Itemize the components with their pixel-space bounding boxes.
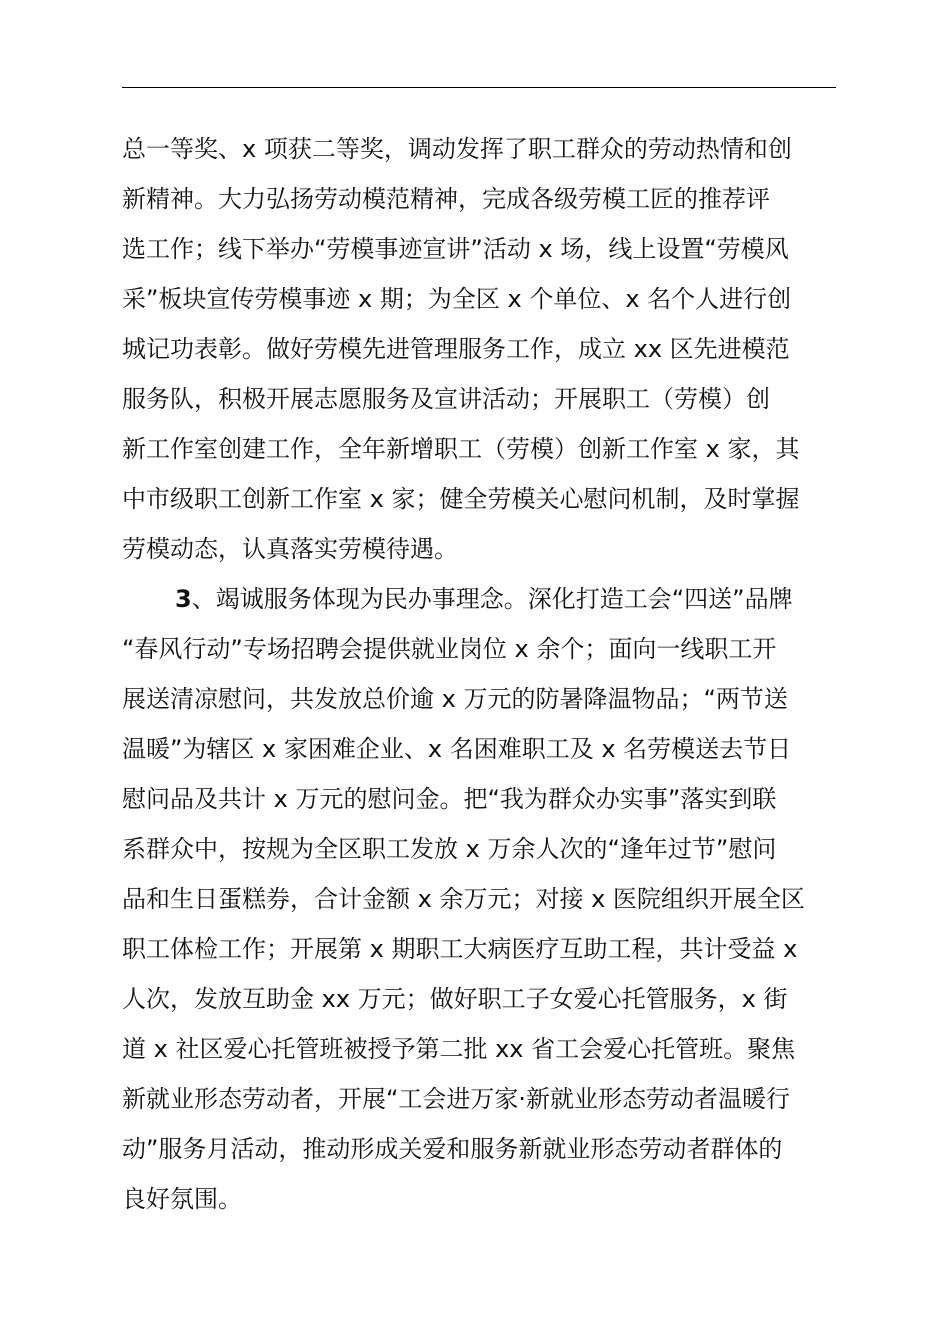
paragraph-line: 服务队，积极开展志愿服务及宣讲活动；开展职工（劳模）创 <box>122 385 770 413</box>
paragraph-line: “春风行动”专场招聘会提供就业岗位 x 余个；面向一线职工开 <box>122 635 777 663</box>
paragraph-first-line <box>122 574 836 624</box>
paragraph-2 <box>122 574 836 1224</box>
paragraph-line: 职工体检工作；开展第 x 期职工大病医疗互助工程，共计受益 x <box>122 935 798 963</box>
paragraph-line: 温暖”为辖区 x 家困难企业、x 名困难职工及 x 名劳模送去节日 <box>122 735 792 763</box>
paragraph-line: 中市级职工创新工作室 x 家；健全劳模关心慰问机制，及时掌握 <box>122 485 800 513</box>
paragraph-line: 新精神。大力弘扬劳动模范精神，完成各级劳模工匠的推荐评 <box>122 185 770 213</box>
paragraph-line: 动”服务月活动，推动形成关爱和服务新就业形态劳动者群体的 <box>122 1135 783 1163</box>
paragraph-line: 良好氛围。 <box>122 1185 242 1213</box>
paragraph-line: 新工作室创建工作，全年新增职工（劳模）创新工作室 x 家，其 <box>122 435 800 463</box>
document-body <box>122 124 836 1224</box>
paragraph-line: 品和生日蛋糕券，合计金额 x 余万元；对接 x 医院组织开展全区 <box>122 885 805 913</box>
paragraph-1 <box>122 124 836 574</box>
paragraph-line: 慰问品及共计 x 万元的慰问金。把“我为群众办实事”落实到联 <box>122 785 777 813</box>
section-heading-text: 、竭诚服务体现为民办事理念。深化打造工会“四送”品牌 <box>191 585 793 613</box>
paragraph-line: 道 x 社区爱心托管班被授予第二批 xx 省工会爱心托管班。聚焦 <box>122 1035 796 1063</box>
section-number: 3 <box>175 585 192 613</box>
paragraph-line: 展送清凉慰问，共发放总价逾 x 万元的防暑降温物品；“两节送 <box>122 685 788 713</box>
paragraph-line: 城记功表彰。做好劳模先进管理服务工作，成立 xx 区先进模范 <box>122 335 790 363</box>
paragraph-line: 系群众中，按规为全区职工发放 x 万余人次的“逢年过节”慰问 <box>122 835 777 863</box>
paragraph-line: 总一等奖、x 项获二等奖，调动发挥了职工群众的劳动热情和创 <box>122 135 792 163</box>
paragraph-line: 人次，发放互助金 xx 万元；做好职工子女爱心托管服务，x 街 <box>122 985 788 1013</box>
header-rule <box>122 87 836 88</box>
paragraph-line: 新就业形态劳动者，开展“工会进万家·新就业形态劳动者温暖行 <box>122 1085 791 1113</box>
paragraph-line: 劳模动态，认真落实劳模待遇。 <box>122 535 458 563</box>
paragraph-line: 采”板块宣传劳模事迹 x 期；为全区 x 个单位、x 名个人进行创 <box>122 285 792 313</box>
paragraph-line: 选工作；线下举办“劳模事迹宣讲”活动 x 场，线上设置“劳模风 <box>122 235 789 263</box>
